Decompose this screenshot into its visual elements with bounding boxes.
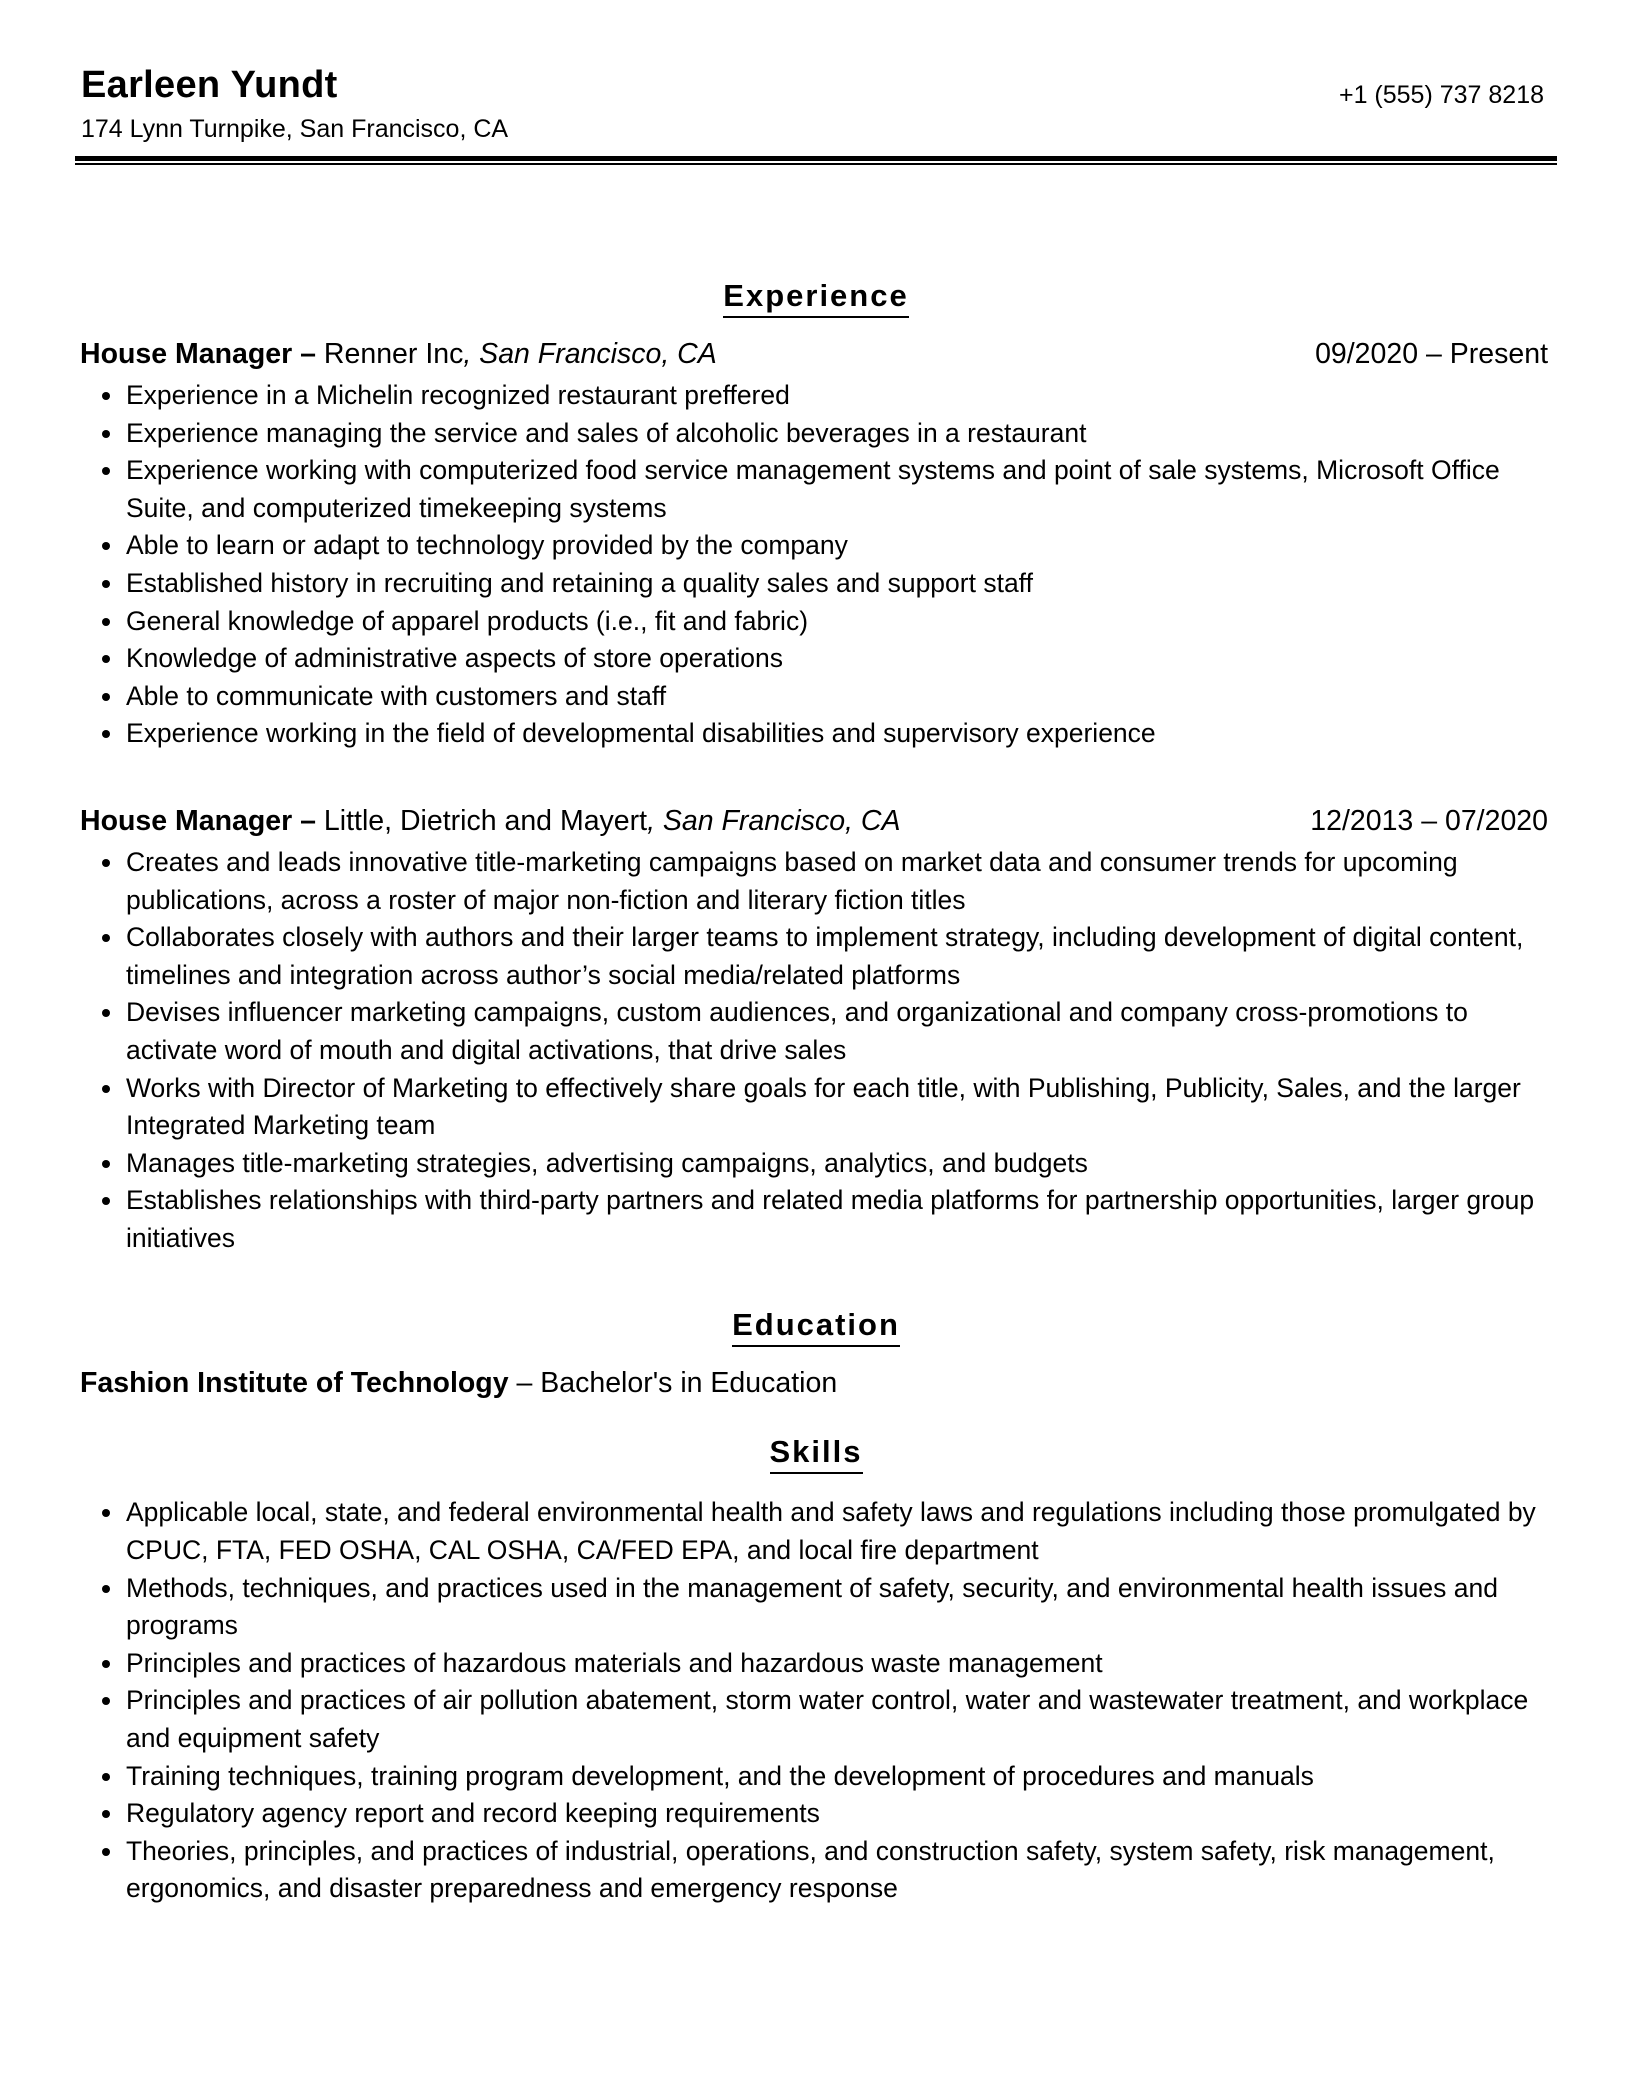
list-item: Able to communicate with customers and staff [80,678,1552,716]
education-school: Fashion Institute of Technology [80,1367,509,1400]
list-item: Devises influencer marketing campaigns, custom audiences, and organizational and company cross-promotions to activate word of mouth and digital activations, that drive sales [80,994,1552,1069]
list-item: Establishes relationships with third-party partners and related media platforms for partnership opportunities, larger group initiatives [80,1182,1552,1257]
list-item: Methods, techniques, and practices used in the management of safety, security, and environmental health issues and programs [80,1570,1552,1645]
list-item: Experience in a Michelin recognized restaurant preffered [80,377,1552,415]
job-company: Renner Inc [323,338,464,370]
list-item: General knowledge of apparel products (i.e., fit and fabric) [80,603,1552,641]
job-location: , San Francisco, CA [463,338,717,370]
experience-section [80,277,1552,1257]
education-entry [80,1364,1552,1402]
job-entry [80,335,1552,753]
resume-header [80,60,1552,160]
list-item: Principles and practices of hazardous materials and hazardous waste management [80,1645,1552,1683]
education-degree: – Bachelor's in Education [508,1367,838,1400]
list-item: Theories, principles, and practices of industrial, operations, and construction safety, system safety, risk management, ergonomics, and disaster preparedness and emergency response [80,1833,1552,1908]
list-item: Applicable local, state, and federal environmental health and safety laws and regulations including those promulgated by CPUC, FTA, FED OSHA, CAL OSHA, CA/FED EPA, and local fire department [80,1494,1552,1569]
experience-heading-text: Experience [723,277,908,318]
list-item: Experience managing the service and sales of alcoholic beverages in a restaurant [80,415,1552,453]
job-dates: 12/2013 – 07/2020 [1310,804,1548,837]
job-header [80,335,1552,373]
job-title: House Manager – [80,338,316,370]
job-header [80,802,1552,840]
candidate-name: Earleen Yundt [81,64,338,106]
list-item: Creates and leads innovative title-marketing campaigns based on market data and consumer trends for upcoming publications, across a roster of major non-fiction and literary fiction titles [80,844,1552,919]
job-company: Little, Dietrich and Mayert [323,804,648,837]
skills-section [80,1433,1552,1908]
list-item: Principles and practices of air pollution abatement, storm water control, water and wastewater treatment, and workplace and equipment safety [80,1682,1552,1757]
candidate-address: 174 Lynn Turnpike, San Francisco, CA [81,115,509,143]
skills-heading-text: Skills [770,1433,863,1474]
list-item: Manages title-marketing strategies, advertising campaigns, analytics, and budgets [80,1145,1552,1183]
education-heading-text: Education [732,1306,900,1347]
experience-heading [80,277,1552,318]
list-item: Able to learn or adapt to technology provided by the company [80,527,1552,565]
skills-list [80,1494,1552,1908]
job-location: , San Francisco, CA [647,804,901,837]
list-item: Knowledge of administrative aspects of store operations [80,640,1552,678]
header-divider [75,156,1557,165]
education-heading [80,1306,1552,1347]
job-title: House Manager – [80,804,316,837]
job-bullets [80,844,1552,1258]
list-item: Established history in recruiting and retaining a quality sales and support staff [80,565,1552,603]
list-item: Collaborates closely with authors and their larger teams to implement strategy, including development of digital content, timelines and integration across author’s social media/related platforms [80,919,1552,994]
skills-heading [80,1433,1552,1474]
candidate-phone: +1 (555) 737 8218 [1338,81,1544,109]
list-item: Training techniques, training program development, and the development of procedures and manuals [80,1758,1552,1796]
job-bullets [80,377,1552,753]
job-dates: 09/2020 – Present [1315,338,1548,370]
job-entry [80,802,1552,1258]
education-section [80,1306,1552,1402]
list-item: Works with Director of Marketing to effectively share goals for each title, with Publishing, Publicity, Sales, and the larger Integrated Marketing team [80,1070,1552,1145]
list-item: Regulatory agency report and record keeping requirements [80,1795,1552,1833]
list-item: Experience working in the field of developmental disabilities and supervisory experience [80,715,1552,753]
list-item: Experience working with computerized food service management systems and point of sale systems, Microsoft Office Suite, and computerized timekeeping systems [80,452,1552,527]
